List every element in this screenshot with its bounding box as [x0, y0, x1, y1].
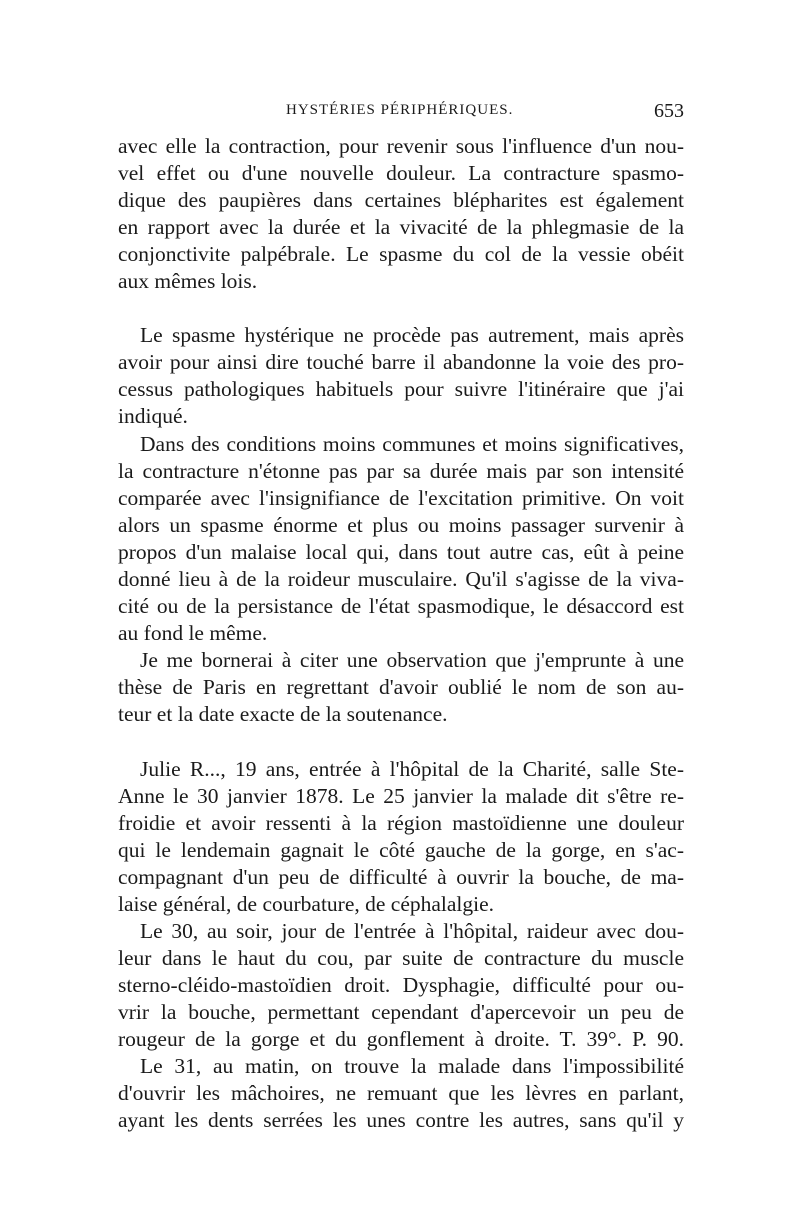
- text-line: Julie R..., 19 ans, entrée à l'hôpital de la Charité, salle Ste-: [140, 757, 684, 781]
- text-line: leur dans le haut du cou, par suite de contracture du muscle: [118, 946, 684, 970]
- text-line: froidie et avoir ressenti à la région mastoïdienne une douleur: [118, 811, 684, 835]
- text-line: alors un spasme énorme et plus ou moins passager survenir à: [118, 513, 684, 537]
- text-line: aux mêmes lois.: [118, 269, 258, 293]
- text-line: la contracture n'étonne pas par sa durée mais par son intensité: [118, 459, 684, 483]
- text-line: indiqué.: [118, 404, 188, 428]
- text-line: teur et la date exacte de la soutenance.: [118, 702, 448, 726]
- text-line: donné lieu à de la roideur musculaire. Qu'il s'agisse de la viva-: [118, 567, 684, 591]
- text-line: Le spasme hystérique ne procède pas autrement, mais après: [140, 323, 684, 347]
- text-line: thèse de Paris en regrettant d'avoir oublié le nom de son au-: [118, 675, 684, 699]
- page-number: 653: [654, 100, 684, 122]
- text-line: en rapport avec la durée et la vivacité de la phlegmasie de la: [118, 215, 684, 239]
- running-title: HYSTÉRIES PÉRIPHÉRIQUES.: [286, 102, 514, 118]
- text-line: comparée avec l'insignifiance de l'excitation primitive. On voit: [118, 486, 684, 510]
- text-line: sterno-cléido-mastoïdien droit. Dysphagie, difficulté pour ou-: [118, 973, 684, 997]
- text-line: Le 31, au matin, on trouve la malade dans l'impossibilité: [140, 1054, 684, 1078]
- text-line: qui le lendemain gagnait le côté gauche de la gorge, en s'ac-: [118, 838, 684, 862]
- text-line: Je me bornerai à citer une observation que j'emprunte à une: [140, 648, 684, 672]
- text-line: Le 30, au soir, jour de l'entrée à l'hôpital, raideur avec dou-: [140, 919, 684, 943]
- text-line: au fond le même.: [118, 621, 268, 645]
- text-line: cité ou de la persistance de l'état spasmodique, le désaccord est: [118, 594, 684, 618]
- text-line: avec elle la contraction, pour revenir sous l'influence d'un nou-: [118, 134, 684, 158]
- text-line: laise général, de courbature, de céphalalgie.: [118, 892, 495, 916]
- text-line: vel effet ou d'une nouvelle douleur. La contracture spasmo-: [118, 161, 684, 185]
- text-line: propos d'un malaise local qui, dans tout autre cas, eût à peine: [118, 540, 684, 564]
- text-line: cessus pathologiques habituels pour suivre l'itinéraire que j'ai: [118, 377, 684, 401]
- text-line: rougeur de la gorge et du gonflement à droite. T. 39°. P. 90.: [118, 1027, 684, 1051]
- text-line: ayant les dents serrées les unes contre les autres, sans qu'il y: [118, 1108, 684, 1132]
- text-line: d'ouvrir les mâchoires, ne remuant que les lèvres en parlant,: [118, 1081, 684, 1105]
- text-line: dique des paupières dans certaines blépharites est également: [118, 188, 684, 212]
- text-line: Anne le 30 janvier 1878. Le 25 janvier la malade dit s'être re-: [118, 784, 684, 808]
- text-line: Dans des conditions moins communes et moins significatives,: [140, 432, 684, 456]
- text-line: vrir la bouche, permettant cependant d'apercevoir un peu de: [118, 1000, 684, 1024]
- page-header: [118, 100, 684, 124]
- text-line: conjonctivite palpébrale. Le spasme du col de la vessie obéit: [118, 242, 684, 266]
- text-line: compagnant d'un peu de difficulté à ouvrir la bouche, de ma-: [118, 865, 684, 889]
- text-line: avoir pour ainsi dire touché barre il abandonne la voie des pro-: [118, 350, 684, 374]
